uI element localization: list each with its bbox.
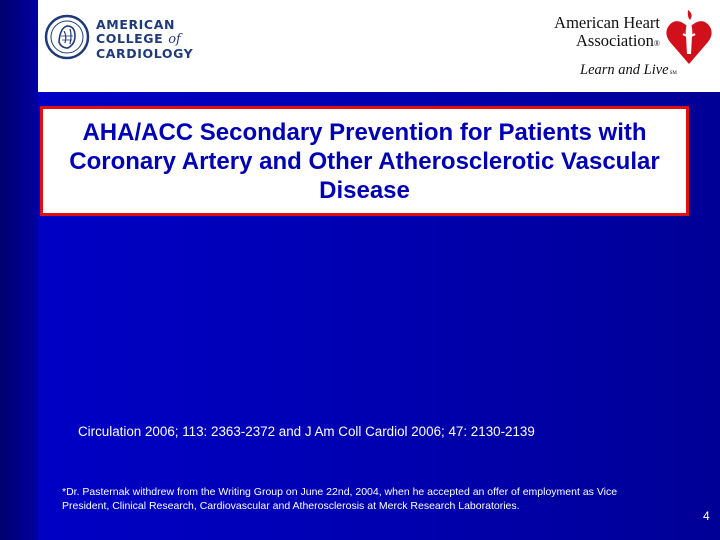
acc-of: of xyxy=(168,32,181,47)
citation-text: Circulation 2006; 113: 2363-2372 and J Am Coll Cardiol 2006; 47: 2130-2139 xyxy=(78,424,535,439)
footnote-text: *Dr. Pasternak withdrew from the Writing Group on June 22nd, 2004, when he accepted an offer of employment as Vice President, Clinical Research, Cardiovascular and Atherosclerosis at Merck Research Laboratories. xyxy=(62,486,618,512)
heart-torch-icon xyxy=(664,8,714,68)
aha-wordmark xyxy=(554,14,660,53)
aha-tagline xyxy=(580,62,677,79)
acc-line-cardiology: CARDIOLOGY xyxy=(96,46,194,61)
acc-logo xyxy=(44,12,194,72)
acc-wordmark xyxy=(96,18,193,61)
left-accent-strip xyxy=(0,0,38,540)
acc-college: COLLEGE xyxy=(96,31,169,46)
acc-line-american: AMERICAN xyxy=(96,17,176,32)
acc-seal-icon xyxy=(44,14,90,60)
slide-title: AHA/ACC Secondary Prevention for Patients with Coronary Artery and Other Atherosclerotic Vascular Disease xyxy=(69,118,660,204)
title-box xyxy=(40,106,689,216)
acc-line-college xyxy=(96,32,193,47)
page-number: 4 xyxy=(703,509,710,523)
aha-tagline-text: Learn and Live xyxy=(580,62,669,78)
aha-trademark: SM xyxy=(669,71,677,76)
aha-line-american-heart: American Heart xyxy=(554,13,660,32)
aha-registered-mark: ® xyxy=(653,39,660,48)
aha-logo xyxy=(538,8,714,84)
aha-line-association xyxy=(554,32,660,53)
aha-association: Association xyxy=(576,31,654,50)
